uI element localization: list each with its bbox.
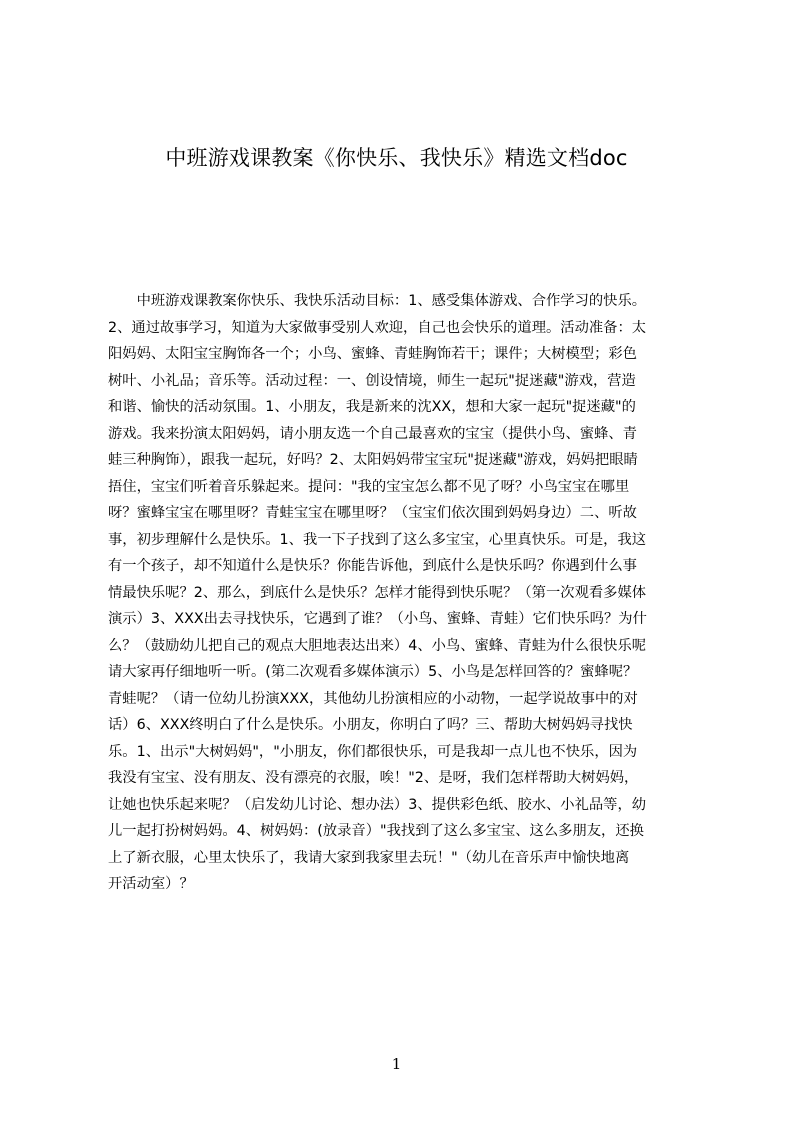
body-line: 儿一起打扮树妈妈。4、树妈妈：(放录音）"我找到了这么多宝宝、这么多朋友，还换 [108, 823, 644, 839]
body-line: 和谐、愉快的活动氛围。1、小朋友，我是新来的沈XX，想和大家一起玩"捉迷藏"的 [108, 399, 636, 415]
body-line: 我没有宝宝、没有朋友、没有漂亮的衣服，唉！"2、是呀，我们怎样帮助大树妈妈， [108, 770, 639, 786]
body-line: 请大家再仔细地听一听。(第二次观看多媒体演示）5、小鸟是怎样回答的？蜜蜂呢？ [108, 664, 638, 680]
body-line: 么？（鼓励幼儿把自己的观点大胆地表达出来）4、小鸟、蜜蜂、青蛙为什么很快乐呢 [108, 637, 647, 654]
body-line: 蛙三种胸饰），跟我一起玩，好吗？2、太阳妈妈带宝宝玩"捉迷藏"游戏，妈妈把眼睛 [108, 452, 638, 468]
document-body [108, 288, 698, 908]
body-line: 乐。1、出示"大树妈妈"，"小朋友，你们都很快乐，可是我却一点儿也不快乐，因为 [108, 743, 638, 760]
body-line: 呀？蜜蜂宝宝在哪里呀？青蛙宝宝在哪里呀？（宝宝们依次围到妈妈身边）二、听故 [108, 505, 637, 521]
body-line: 有一个孩子，却不知道什么是快乐？你能告诉他，到底什么是快乐吗？你遇到什么事 [108, 558, 637, 574]
body-line: 树叶、小礼品；音乐等。活动过程：一、创设情境，师生一起玩"捉迷藏"游戏，营造 [108, 372, 636, 389]
body-line: 2、通过故事学习，知道为大家做事受别人欢迎，自己也会快乐的道理。活动准备：太 [108, 319, 647, 336]
body-line: 让她也快乐起来呢？（启发幼儿讨论、想办法）3、提供彩色纸、胶水、小礼品等，幼 [108, 796, 647, 813]
body-line: 青蛙呢？（请一位幼儿扮演XXX，其他幼儿扮演相应的小动物，一起学说故事中的对 [108, 690, 638, 707]
body-line: 情最快乐呢？2、那么，到底什么是快乐？怎样才能得到快乐呢？（第一次观看多媒体 [108, 584, 647, 601]
body-line: 开活动室）？ [108, 876, 194, 892]
body-line: 中班游戏课教案你快乐、我快乐活动目标：1、感受集体游戏、合作学习的快乐。 [108, 293, 647, 309]
body-line: 捂住，宝宝们听着音乐躲起来。提问："我的宝宝怎么都不见了呀？小鸟宝宝在哪里 [108, 478, 630, 495]
body-line: 游戏。我来扮演太阳妈妈，请小朋友选一个自己最喜欢的宝宝（提供小鸟、蜜蜂、青 [108, 425, 637, 442]
body-line: 上了新衣服，心里太快乐了，我请大家到我家里去玩！"（幼儿在音乐声中愉快地离 [108, 849, 630, 866]
page-number: 1 [391, 1055, 402, 1073]
body-line: 话）6、XXX终明白了什么是快乐。小朋友，你明白了吗？三、帮助大树妈妈寻找快 [108, 717, 633, 733]
document-title: 中班游戏课教案《你快乐、我快乐》精选文档doc [165, 146, 628, 170]
body-line: 演示）3、XXX出去寻找快乐，它遇到了谁？（小鸟、蜜蜂、青蛙）它们快乐吗？为什 [108, 611, 647, 627]
body-line: 阳妈妈、太阳宝宝胸饰各一个；小鸟、蜜蜂、青蛙胸饰若干；课件；大树模型；彩色 [108, 346, 637, 362]
body-line: 事，初步理解什么是快乐。1、我一下子找到了这么多宝宝，心里真快乐。可是，我这 [108, 531, 647, 548]
